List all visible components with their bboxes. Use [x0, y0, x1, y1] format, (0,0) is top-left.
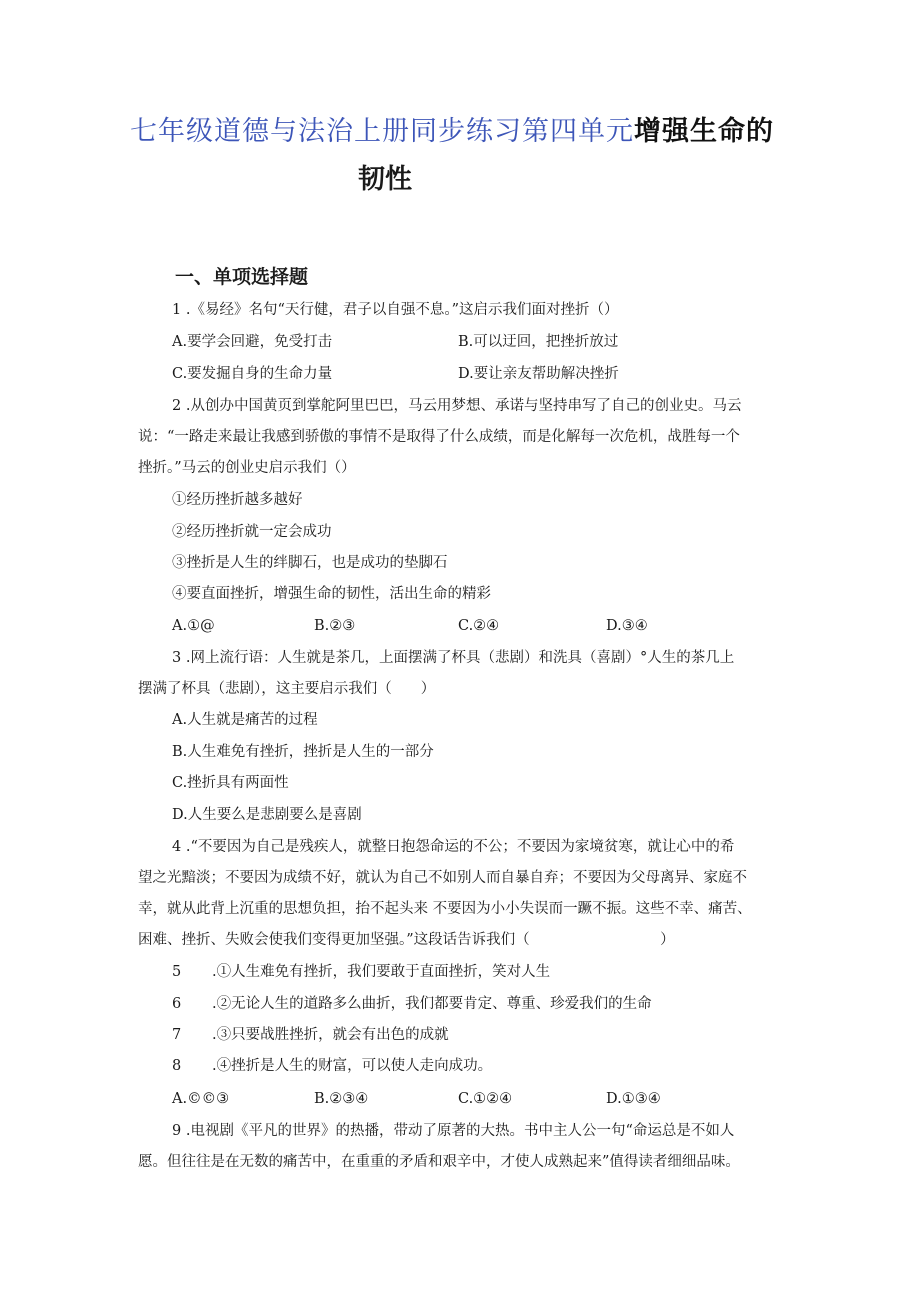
q9-stem-line: 9 .电视剧《平凡的世界》的热播，带动了原著的大热。书中主人公一句“命运总是不如人: [172, 1123, 735, 1139]
title-black-part: 增强生命的: [634, 116, 774, 147]
q1-stem: 1 .《易经》名句“天行健，君子以自强不息。”这启示我们面对挫折（）: [172, 302, 619, 318]
q4-item-number: 7: [172, 1027, 182, 1043]
q4-item-text: .①人生难免有挫折，我们要敢于直面挫折，笑对人生: [212, 964, 551, 980]
q4-item-text: .②无论人生的道路多么曲折，我们都要肯定、尊重、珍爱我们的生命: [212, 996, 652, 1012]
q2-item: ③挫折是人生的绊脚石，也是成功的垫脚石: [172, 555, 448, 571]
q3-option-a: A.人生就是痛苦的过程: [172, 712, 318, 728]
page-title: [130, 112, 830, 152]
q9-stem-line: 愿。但往往是在无数的痛苦中，在重重的矛盾和艰辛中，才使人成熟起来”值得读者细细品味。: [138, 1154, 740, 1170]
q4-option-a: A.©©③: [172, 1091, 230, 1107]
q2-stem-line: 说：“一路走来最让我感到骄傲的事情不是取得了什么成绩，而是化解每一次危机，战胜每一个: [138, 429, 740, 445]
section-heading: 一、单项选择题: [175, 266, 309, 288]
q4-stem-line: 幸，就从此背上沉重的思想负担，抬不起头来 不要因为小小失误而一蹶不振。这些不幸、痛苦、: [138, 901, 752, 917]
q3-option-d: D.人生要么是悲剧要么是喜剧: [172, 807, 362, 823]
q1-option-a: A.要学会回避，免受打击: [172, 334, 333, 350]
q4-item-number: 5: [172, 964, 182, 980]
q4-item: [172, 1055, 492, 1077]
q4-option-c: C.①②④: [458, 1091, 513, 1107]
q4-item-number: 6: [172, 996, 182, 1012]
q2-stem-line: 2 .从创办中国黄页到掌舵阿里巴巴，马云用梦想、承诺与坚持串写了自己的创业史。马云: [172, 398, 742, 414]
q2-option-c: C.②④: [458, 618, 500, 634]
q4-item-number: 8: [172, 1058, 182, 1074]
q4-option-d: D.①③④: [606, 1091, 661, 1107]
q1-option-b: B.可以迂回，把挫折放过: [458, 334, 619, 350]
q1-option-c: C.要发掘自身的生命力量: [172, 366, 333, 382]
q4-item: [172, 993, 652, 1015]
q2-option-a: A.①@: [172, 618, 215, 634]
q3-option-b: B.人生难免有挫折，挫折是人生的一部分: [172, 744, 434, 760]
q2-option-b: B.②③: [314, 618, 356, 634]
q2-item: ②经历挫折就一定会成功: [172, 524, 332, 540]
q2-stem-line: 挫折。”马云的创业史启示我们（）: [138, 460, 356, 476]
q4-stem-line: 困难、挫折、失败会使我们变得更加坚强。”这段话告诉我们（ ）: [138, 932, 675, 948]
q4-stem-line: 4 .“不要因为自己是残疾人，就整日抱怨命运的不公；不要因为家境贫寒，就让心中的希: [172, 839, 735, 855]
page-title-line2: 韧性: [358, 164, 412, 195]
q4-item-text: .④挫折是人生的财富，可以使人走向成功。: [212, 1058, 493, 1074]
q2-item: ①经历挫折越多越好: [172, 492, 303, 508]
title-blue-part: 七年级道德与法治上册同步练习第四单元: [130, 116, 634, 147]
q3-option-c: C.挫折具有两面性: [172, 775, 289, 791]
q2-item: ④要直面挫折，增强生命的韧性，活出生命的精彩: [172, 586, 491, 602]
q3-stem-line: 摆满了杯具（悲剧），这主要启示我们（ ）: [138, 681, 436, 697]
q4-item: [172, 961, 550, 983]
q4-item-text: .③只要战胜挫折，就会有出色的成就: [212, 1027, 449, 1043]
q2-option-d: D.③④: [606, 618, 648, 634]
q4-option-b: B.②③④: [314, 1091, 369, 1107]
q4-item: [172, 1024, 449, 1046]
q4-stem-line: 望之光黯淡；不要因为成绩不好，就认为自己不如别人而自暴自弃；不要因为父母离异、家庭不: [138, 870, 747, 886]
q3-stem-line: 3 .网上流行语：人生就是茶几，上面摆满了杯具（悲剧）和洗具（喜剧）°人生的茶几上: [172, 650, 735, 666]
q1-option-d: D.要让亲友帮助解决挫折: [458, 366, 619, 382]
